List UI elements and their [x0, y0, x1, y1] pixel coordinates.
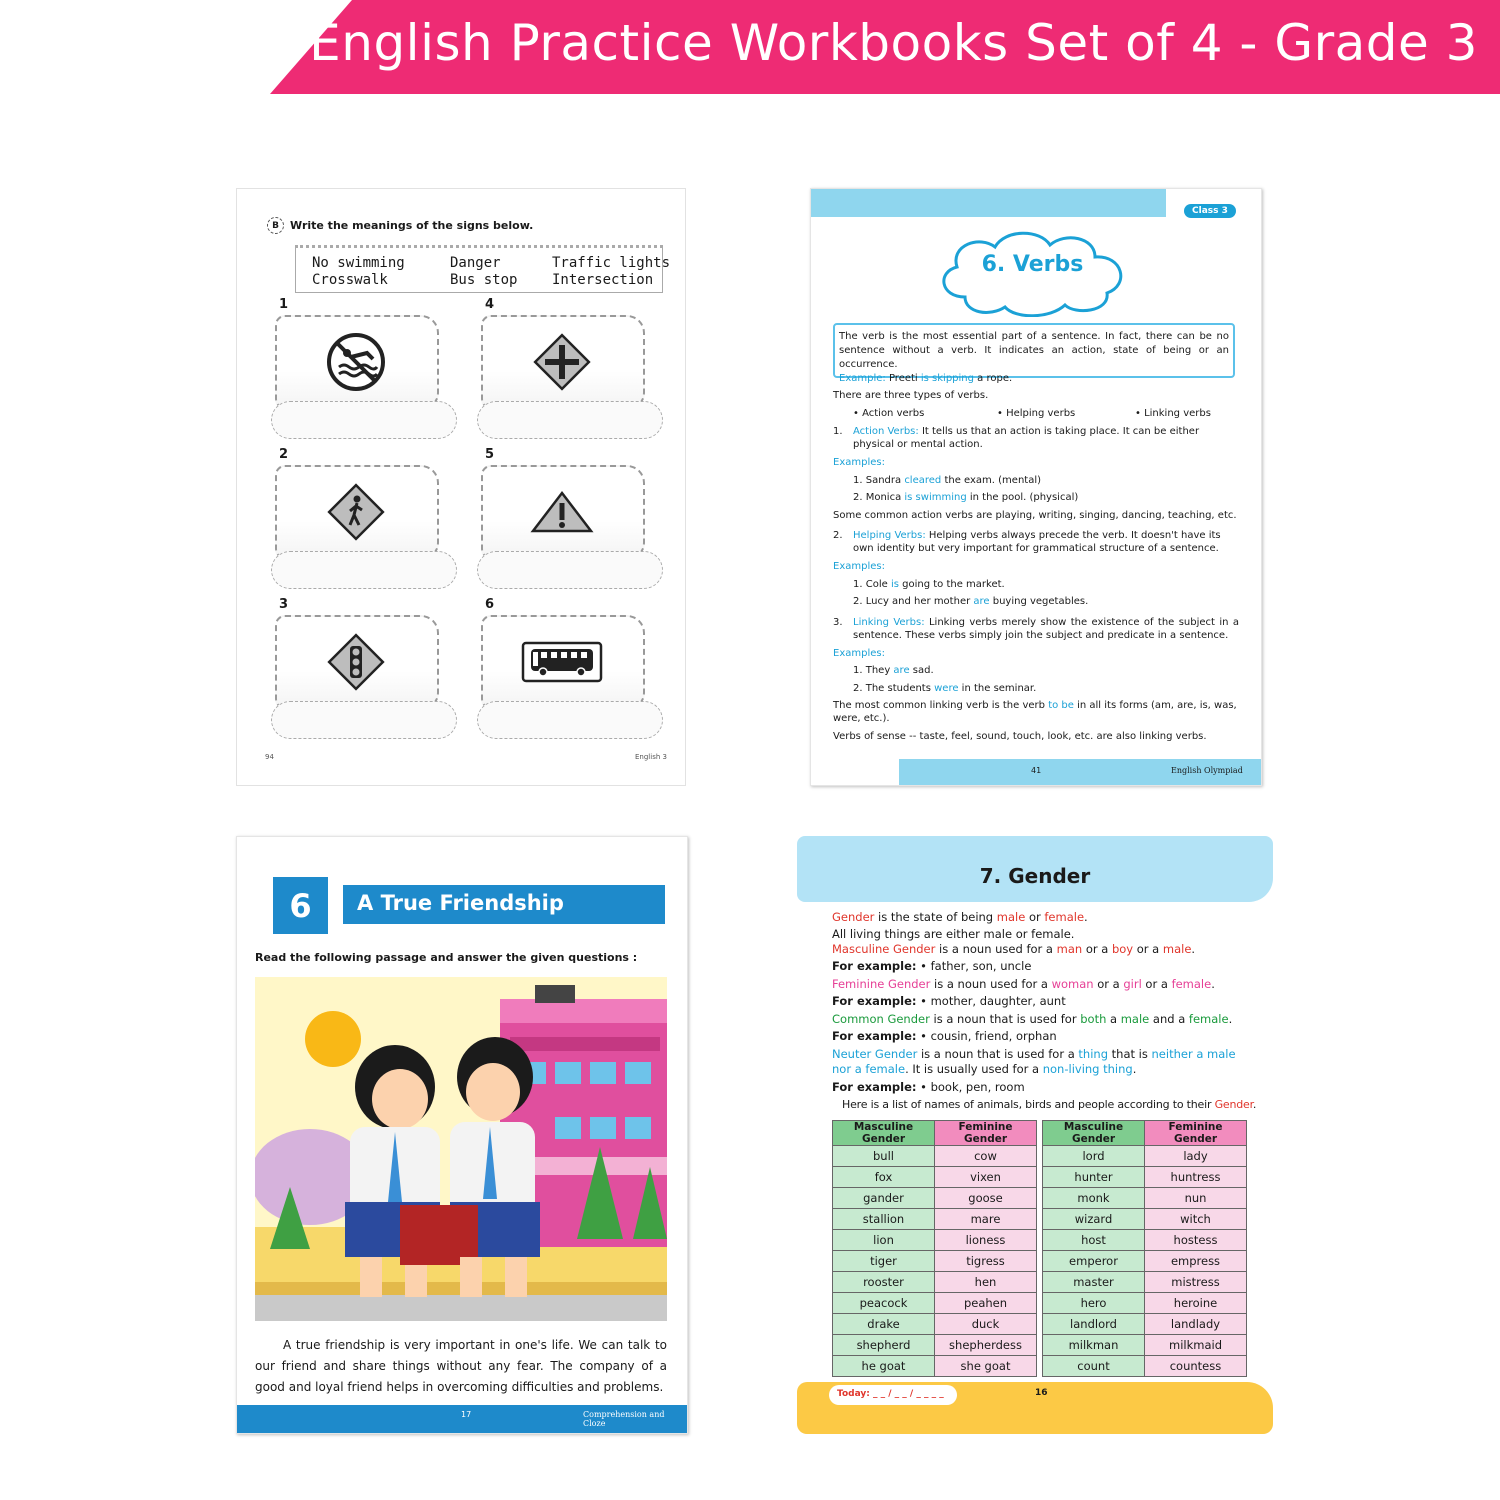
column-header-feminine: Feminine Gender [935, 1121, 1037, 1146]
book-name: English Olympiad [1171, 766, 1243, 775]
banner [0, 0, 1500, 94]
neuter-definition: Neuter Gender is a noun that is used for a thing that is neither a male nor a female. It is usually used for a non-living thing. [832, 1046, 1236, 1076]
masculine-cell: emperor [1043, 1251, 1145, 1272]
table-row [1043, 1251, 1247, 1272]
gender-table-right [1042, 1120, 1247, 1377]
masculine-cell: lion [833, 1230, 935, 1251]
word-bank-item: Crosswalk [312, 272, 388, 288]
feminine-cell: empress [1145, 1251, 1247, 1272]
feminine-cell: lioness [935, 1230, 1037, 1251]
common-action-verbs: Some common action verbs are playing, writing, singing, dancing, teaching, etc. [833, 509, 1237, 521]
word-bank [295, 245, 671, 293]
sign-answer-card [477, 615, 647, 745]
masculine-cell: gander [833, 1188, 935, 1209]
gender-note: All living things are either male or female. [832, 926, 1075, 941]
footer-bar [899, 759, 1262, 786]
feminine-cell: shepherdess [935, 1335, 1037, 1356]
answer-field[interactable] [271, 551, 457, 589]
examples-label: Examples: [833, 647, 885, 659]
feminine-definition: Feminine Gender is a noun used for a woman or a girl or a female. [832, 976, 1215, 991]
type-item: • Action verbs [853, 407, 925, 419]
banner-title: English Practice Workbooks Set of 4 - Grade 3 [309, 14, 1478, 72]
instruction-row [267, 217, 533, 234]
feminine-cell: witch [1145, 1209, 1247, 1230]
traffic-light-icon [323, 629, 389, 695]
book-name: English 3 [635, 753, 667, 761]
feminine-cell: peahen [935, 1293, 1037, 1314]
action-verbs-section: 1. Action Verbs: It tells us that an action is taking place. It can be either physical or mental action. [833, 426, 1200, 450]
example-item: 2. Monica is swimming in the pool. (physical) [853, 492, 1079, 503]
masculine-cell: landlord [1043, 1314, 1145, 1335]
masculine-cell: lord [1043, 1146, 1145, 1167]
signs-worksheet-page [236, 188, 686, 786]
chapter-title: A True Friendship [343, 885, 665, 924]
example-item: 2. The students were in the seminar. [853, 682, 1037, 694]
masculine-cell: shepherd [833, 1335, 935, 1356]
example-item: 1. Sandra cleared the exam. (mental) [853, 474, 1042, 486]
class-badge: Class 3 [1184, 204, 1236, 218]
feminine-cell: countess [1145, 1356, 1247, 1377]
feminine-cell: nun [1145, 1188, 1247, 1209]
table-header-row [833, 1121, 1037, 1146]
table-row [1043, 1335, 1247, 1356]
feminine-cell: duck [935, 1314, 1037, 1335]
table-row [1043, 1146, 1247, 1167]
masculine-cell: hunter [1043, 1167, 1145, 1188]
table-row [1043, 1230, 1247, 1251]
chapter-title: 7. Gender [979, 864, 1091, 888]
feminine-cell: vixen [935, 1167, 1037, 1188]
sign-number: 3 [279, 597, 289, 612]
types-list [833, 405, 1239, 423]
common-definition: Common Gender is a noun that is used for both a male and a female. [832, 1011, 1233, 1026]
header-bar [797, 836, 1273, 902]
lesson-body [832, 909, 1257, 1114]
masculine-cell: tiger [833, 1251, 935, 1272]
masculine-cell: drake [833, 1314, 935, 1335]
table-row [833, 1251, 1037, 1272]
word-bank-item: Traffic lights [552, 255, 671, 271]
page-number: 16 [1035, 1388, 1048, 1398]
passage-text: A true friendship is very important in one's life. We can talk to our friend and share things without any fear. The company of a good and loyal friend helps in overcoming difficulties and problems. [255, 1338, 667, 1394]
table-row [833, 1230, 1037, 1251]
feminine-cell: hostess [1145, 1230, 1247, 1251]
verbs-lesson-page [810, 188, 1262, 786]
book-name: Comprehension and Cloze [583, 1410, 665, 1428]
sign-answer-card [271, 315, 441, 445]
verbs-of-sense: Verbs of sense -- taste, feel, sound, touch, look, etc. are also linking verbs. [833, 731, 1207, 742]
table-row [833, 1209, 1037, 1230]
comprehension-page [236, 836, 688, 1434]
helping-verbs-section: 2. Helping Verbs: Helping verbs always precede the verb. It doesn't have its own identity but very important for grammatical structure of a sentence. [833, 530, 1221, 554]
table-row [833, 1272, 1037, 1293]
sign-number: 4 [485, 297, 495, 312]
feminine-cell: tigress [935, 1251, 1037, 1272]
examples-label: Examples: [833, 457, 885, 468]
table-row [833, 1356, 1037, 1377]
date-field[interactable]: Today: _ _ / _ _ / _ _ _ _ [829, 1385, 957, 1405]
common-example: For example: • cousin, friend, orphan [832, 1029, 1057, 1043]
header-bar [811, 189, 1166, 217]
masculine-cell: fox [833, 1167, 935, 1188]
type-item: • Linking verbs [1135, 407, 1211, 419]
masculine-cell: wizard [1043, 1209, 1145, 1230]
example-item: 1. Cole is going to the market. [853, 578, 1005, 590]
definition-example: Example: Preeti is skipping a rope. [839, 373, 1013, 384]
table-row [1043, 1188, 1247, 1209]
word-bank-item: Bus stop [450, 272, 518, 288]
chapter-number: 6 [273, 877, 328, 934]
table-row [833, 1146, 1037, 1167]
column-header-feminine: Feminine Gender [1145, 1121, 1247, 1146]
table-row [1043, 1356, 1247, 1377]
sign-number: 1 [279, 297, 289, 312]
feminine-cell: landlady [1145, 1314, 1247, 1335]
feminine-cell: goose [935, 1188, 1037, 1209]
masculine-cell: stallion [833, 1209, 935, 1230]
table-row [1043, 1272, 1247, 1293]
masculine-definition: Masculine Gender is a noun used for a man or a boy or a male. [832, 941, 1196, 956]
example-item: 1. They are sad. [853, 665, 934, 676]
feminine-cell: cow [935, 1146, 1037, 1167]
feminine-cell: lady [1145, 1146, 1247, 1167]
column-header-masculine: Masculine Gender [833, 1121, 935, 1146]
masculine-cell: count [1043, 1356, 1145, 1377]
danger-icon [521, 479, 603, 545]
column-header-masculine: Masculine Gender [1043, 1121, 1145, 1146]
chapter-title: 6. Verbs [981, 252, 1084, 277]
page-number: 41 [1031, 766, 1042, 775]
masculine-cell: he goat [833, 1356, 935, 1377]
masculine-example: For example: • father, son, uncle [832, 959, 1032, 973]
footer-bar [797, 1382, 1273, 1434]
feminine-cell: hen [935, 1272, 1037, 1293]
definition-box [833, 323, 1235, 384]
gender-definition: Gender is the state of being male or female. [832, 910, 1088, 924]
common-linking-verb: The most common linking verb is the verb to be in all its forms (am, are, is, was, were, etc.). [833, 700, 1237, 724]
neuter-example: For example: • book, pen, room [832, 1079, 1025, 1094]
table-row [1043, 1209, 1247, 1230]
answer-field[interactable] [477, 701, 663, 739]
feminine-example: For example: • mother, daughter, aunt [832, 994, 1066, 1008]
word-bank-item: Danger [450, 255, 501, 271]
sign-number: 5 [485, 447, 495, 462]
no-swimming-icon [323, 329, 389, 395]
intersection-icon [529, 329, 595, 395]
answer-field[interactable] [271, 701, 457, 739]
pedestrian-crossing-icon [323, 479, 389, 545]
feminine-cell: huntress [1145, 1167, 1247, 1188]
masculine-cell: monk [1043, 1188, 1145, 1209]
feminine-cell: she goat [935, 1356, 1037, 1377]
feminine-cell: mistress [1145, 1272, 1247, 1293]
list-intro: Here is a list of names of animals, birds and people according to their Gender. [842, 1098, 1257, 1111]
table-row [833, 1293, 1037, 1314]
linking-verbs-section: 3. Linking Verbs: Linking verbs merely show the existence of the subject in a sentence. These verbs simply join the subject and predicate in a sentence. [833, 616, 1239, 641]
word-bank-item: No swimming [312, 255, 405, 271]
instruction-text: Write the meanings of the signs below. [290, 219, 534, 232]
answer-field[interactable] [271, 401, 457, 439]
table-row [833, 1335, 1037, 1356]
bus-icon [521, 629, 603, 695]
page-number: 17 [461, 1410, 472, 1419]
definition-text: The verb is the most essential part of a sentence. In fact, there can be no sentence without a verb. It indicates an action, state of being or an occurrence. [839, 331, 1229, 370]
feminine-cell: mare [935, 1209, 1037, 1230]
instruction-text: Read the following passage and answer the given questions : [255, 951, 638, 964]
page-number: 94 [265, 753, 274, 761]
sign-answer-card [271, 465, 441, 595]
masculine-cell: bull [833, 1146, 935, 1167]
masculine-cell: milkman [1043, 1335, 1145, 1356]
types-intro: There are three types of verbs. [833, 390, 989, 401]
sign-answer-card [477, 465, 647, 595]
table-row [833, 1188, 1037, 1209]
friends-illustration [255, 977, 667, 1321]
table-row [833, 1314, 1037, 1335]
masculine-cell: rooster [833, 1272, 935, 1293]
masculine-cell: host [1043, 1230, 1145, 1251]
table-row [1043, 1167, 1247, 1188]
example-item: 2. Lucy and her mother are buying vegetables. [853, 596, 1089, 607]
sign-number: 2 [279, 447, 289, 462]
masculine-cell: hero [1043, 1293, 1145, 1314]
chapter-title-cloud [935, 227, 1130, 317]
section-badge: B [267, 217, 284, 234]
table-row [1043, 1314, 1247, 1335]
feminine-cell: heroine [1145, 1293, 1247, 1314]
sign-answer-card [271, 615, 441, 745]
sign-number: 6 [485, 597, 495, 612]
masculine-cell: peacock [833, 1293, 935, 1314]
examples-label: Examples: [833, 561, 885, 572]
word-bank-item: Intersection [552, 272, 654, 288]
answer-field[interactable] [477, 401, 663, 439]
footer-bar [237, 1405, 688, 1434]
masculine-cell: master [1043, 1272, 1145, 1293]
table-row [1043, 1293, 1247, 1314]
gender-lesson-page [797, 836, 1275, 1434]
type-item: • Helping verbs [997, 407, 1076, 419]
table-row [833, 1167, 1037, 1188]
lesson-body [833, 387, 1239, 746]
gender-table-left [832, 1120, 1037, 1377]
feminine-cell: milkmaid [1145, 1335, 1247, 1356]
sign-answer-card [477, 315, 647, 445]
table-header-row [1043, 1121, 1247, 1146]
answer-field[interactable] [477, 551, 663, 589]
